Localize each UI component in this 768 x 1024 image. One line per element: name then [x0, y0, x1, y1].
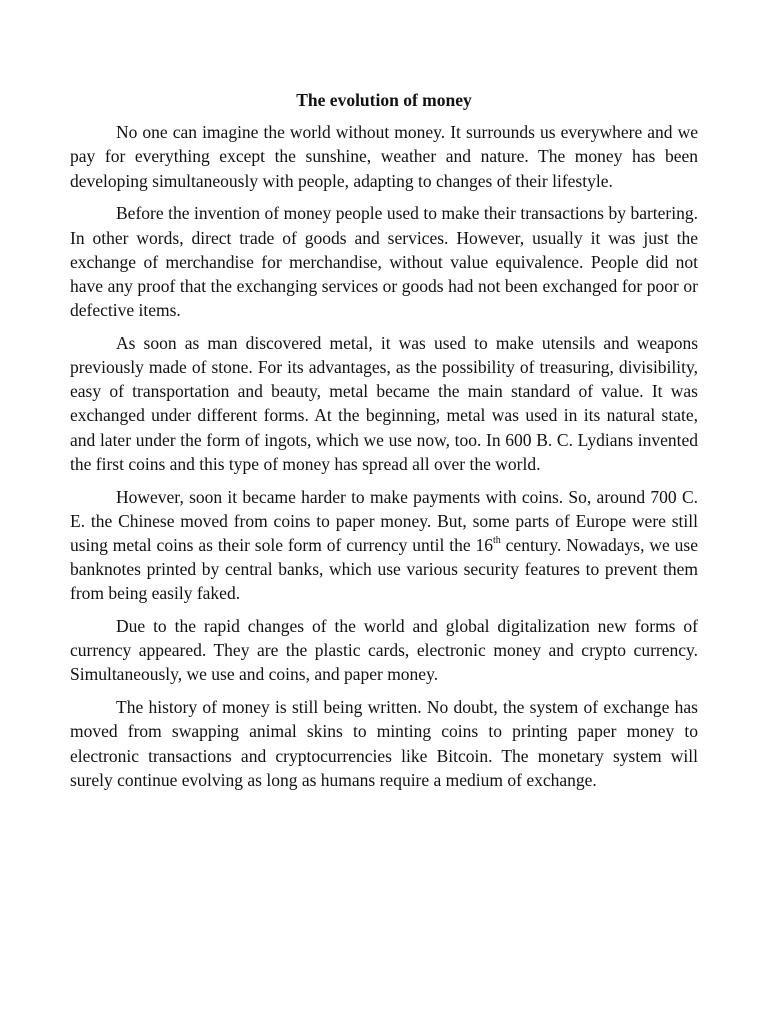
document-page [70, 88, 698, 800]
paragraph-intro: No one can imagine the world without money. It surrounds us everywhere and we pay for everything except the sunshine, weather and nature. The money has been developing simultaneously with people, adapting to changes of their lifestyle. [70, 122, 698, 191]
document-title: The evolution of money [296, 90, 472, 110]
paragraph-paper-money-text-2: century. Nowadays, we use banknotes printed by central banks, which use various security features to prevent them from being easily faked. [70, 534, 698, 604]
paragraph-paper-money-text-1: However, soon it became harder to make payments with coins. So, around 700 C. E. the Chinese moved from coins to paper money. But, some parts of Europe were still using metal coins as their sole form of currency until the 16 [70, 486, 698, 555]
ordinal-suffix: th [493, 535, 501, 547]
paragraph-conclusion: The history of money is still being written. No doubt, the system of exchange has moved from swapping animal skins to minting coins to printing paper money to electronic transactions and cryptocurrencies like Bitcoin. The monetary system will surely continue evolving as long as humans require a medium of exchange. [70, 697, 698, 790]
paragraph-digital-currency: Due to the rapid changes of the world and global digitalization new forms of currency appeared. They are the plastic cards, electronic money and crypto currency. Simultaneously, we use and coins, and paper money. [70, 616, 698, 685]
paragraph-paper-money [70, 485, 698, 606]
paragraph-bartering: Before the invention of money people used to make their transactions by bartering. In other words, direct trade of goods and services. However, usually it was just the exchange of merchandise for merchandise, without value equivalence. People did not have any proof that the exchanging services or goods had not been exchanged for poor or defective items. [70, 203, 698, 321]
paragraph-metal: As soon as man discovered metal, it was used to make utensils and weapons previously made of stone. For its advantages, as the possibility of treasuring, divisibility, easy of transportation and beauty, metal became the main standard of value. It was exchanged under different forms. At the beginning, metal was used in its natural state, and later under the form of ingots, which we use now, too. In 600 B. C. Lydians invented the first coins and this type of money has spread all over the world. [70, 332, 698, 474]
